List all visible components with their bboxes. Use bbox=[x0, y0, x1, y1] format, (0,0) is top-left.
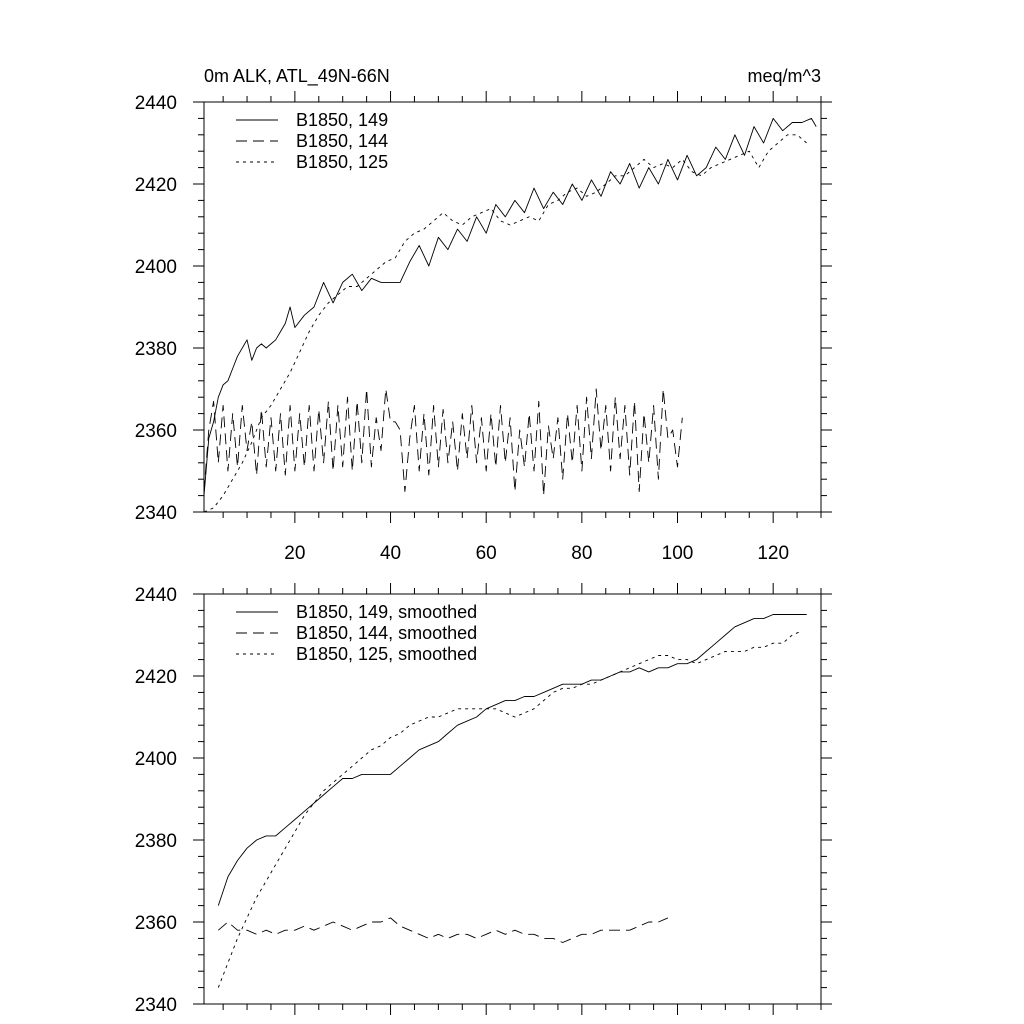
y-tick-label: 2400 bbox=[134, 257, 177, 278]
legend-label-2: B1850, 144 bbox=[296, 131, 389, 151]
series-line-2 bbox=[204, 389, 682, 496]
chart-title-left: 0m ALK, ATL_49N-66N bbox=[204, 66, 390, 86]
chart-units-label: meq/m^3 bbox=[747, 66, 821, 86]
legend-label-3: B1850, 125 bbox=[296, 152, 389, 172]
bottom-chart bbox=[135, 583, 832, 1016]
y-tick-label: 2420 bbox=[134, 175, 177, 196]
y-tick-label: 2360 bbox=[134, 913, 177, 934]
series-line-3 bbox=[218, 631, 802, 988]
legend-label-3: B1850, 125, smoothed bbox=[296, 644, 478, 664]
y-tick-label: 2380 bbox=[134, 831, 177, 852]
x-tick-label: 60 bbox=[475, 543, 497, 564]
y-tick-label: 2380 bbox=[134, 339, 177, 360]
x-tick-label: 120 bbox=[757, 543, 790, 564]
y-tick-label: 2420 bbox=[134, 667, 177, 688]
y-tick-label: 2400 bbox=[134, 749, 177, 770]
series-line-2 bbox=[218, 918, 668, 943]
x-tick-label: 40 bbox=[379, 543, 402, 564]
y-tick-label: 2340 bbox=[134, 995, 177, 1016]
legend-label-1: B1850, 149 bbox=[296, 110, 389, 130]
series-line-3 bbox=[204, 135, 807, 512]
series-line-1 bbox=[204, 118, 816, 495]
x-tick-label: 80 bbox=[571, 543, 593, 564]
x-tick-label: 20 bbox=[284, 543, 306, 564]
x-tick-label: 100 bbox=[661, 543, 694, 564]
y-tick-label: 2440 bbox=[134, 93, 177, 114]
legend-label-1: B1850, 149, smoothed bbox=[296, 602, 478, 622]
legend-label-2: B1850, 144, smoothed bbox=[296, 623, 478, 643]
top-chart bbox=[135, 66, 832, 564]
y-tick-label: 2440 bbox=[134, 585, 177, 606]
y-tick-label: 2340 bbox=[134, 503, 177, 524]
y-tick-label: 2360 bbox=[134, 421, 177, 442]
